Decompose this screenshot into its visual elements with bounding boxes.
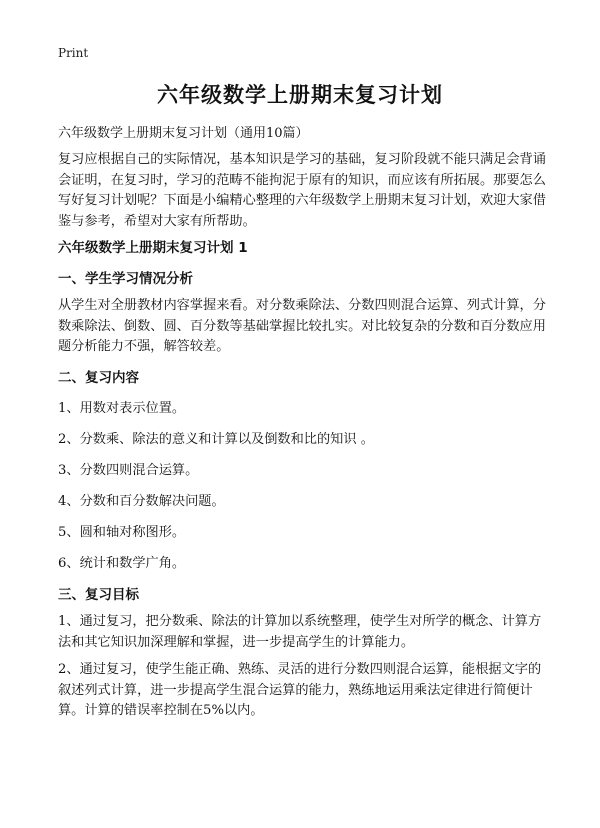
section1-paragraph: 从学生对全册教材内容掌握来看。对分数乘除法、分数四则混合运算、列式计算，分数乘除法、倒数、圆、百分数等基础掌握比较扎实。对比较复杂的分数和百分数应用题分析能力不强，解答较差。 xyxy=(58,298,546,354)
list-item: 1、用数对表示位置。 xyxy=(58,401,186,416)
list-item: 5、圆和轴对称图形。 xyxy=(58,525,186,540)
intro-paragraph: 复习应根据自己的实际情况，基本知识是学习的基础，复习阶段就不能只满足会背诵会证明，在复习时，学习的范畴不能拘泥于原有的知识，而应该有所拓展。那要怎么写好复习计划呢？下面是小编精心整理的六年级数学上册期末复习计划，欢迎大家借鉴与参考，希望对大家有所帮助。 xyxy=(58,152,546,229)
goal-paragraph-1: 1、通过复习，把分数乘、除法的计算加以系统整理，使学生对所学的概念、计算方法和其它知识加深理解和掌握，进一步提高学生的计算能力。 xyxy=(58,614,542,650)
list-item: 3、分数四则混合运算。 xyxy=(58,463,199,478)
page-title: 六年级数学上册期末复习计划 xyxy=(157,83,443,107)
section2-heading: 二、复习内容 xyxy=(58,370,139,386)
section3-heading: 三、复习目标 xyxy=(58,587,139,603)
list-item: 4、分数和百分数解决问题。 xyxy=(58,494,225,509)
section1-heading: 一、学生学习情况分析 xyxy=(58,271,193,287)
list-item: 2、分数乘、除法的意义和计算以及倒数和比的知识 。 xyxy=(58,432,374,447)
list-item: 6、统计和数学广角。 xyxy=(58,556,186,571)
goal-paragraph-2: 2、通过复习，使学生能正确、熟练、灵活的进行分数四则混合运算，能根据文字的叙述列式计算，进一步提高学生混合运算的能力，熟练地运用乘法定律进行简便计算。计算的错误率控制在5%以内。 xyxy=(58,662,542,718)
print-label[interactable]: Print xyxy=(58,46,89,60)
plan-heading: 六年级数学上册期末复习计划 1 xyxy=(58,240,248,256)
document-subtitle: 六年级数学上册期末复习计划（通用10篇） xyxy=(58,126,309,141)
